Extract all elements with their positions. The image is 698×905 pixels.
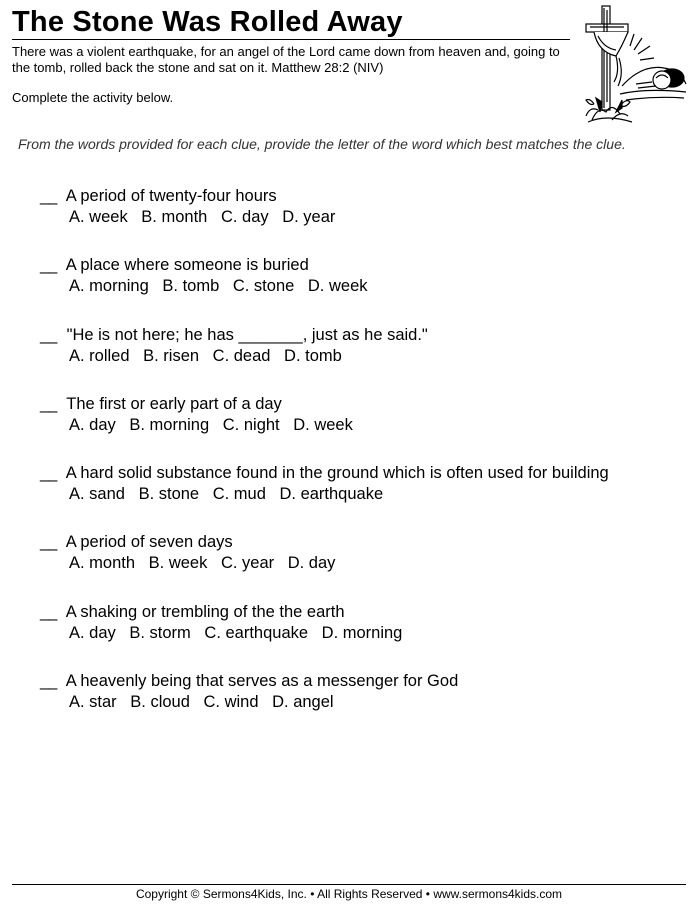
choice-b: B. stone bbox=[138, 485, 200, 504]
title-divider bbox=[12, 39, 570, 40]
choice-a: A. day bbox=[69, 415, 116, 434]
choice-a: A. day bbox=[69, 623, 116, 642]
question-item bbox=[40, 602, 680, 671]
choice-b: B. risen bbox=[143, 346, 200, 365]
choice-a: A. week bbox=[69, 208, 128, 226]
answer-choices bbox=[40, 346, 680, 367]
choice-a: A. sand bbox=[69, 485, 125, 504]
choice-b: B. tomb bbox=[162, 277, 220, 296]
question-item bbox=[40, 532, 680, 601]
answer-choices bbox=[40, 553, 680, 574]
answer-blank[interactable]: __ bbox=[40, 325, 57, 344]
choice-c: C. wind bbox=[203, 693, 259, 712]
scripture-verse: There was a violent earthquake, for an angel of the Lord came down from heaven and, going to the tomb, rolled back the stone and sat on it. Matthew 28:2 (NIV) bbox=[12, 44, 560, 75]
choice-c: C. day bbox=[220, 208, 269, 226]
choice-b: B. week bbox=[148, 554, 208, 573]
answer-blank[interactable]: __ bbox=[40, 256, 57, 275]
answer-choices bbox=[40, 276, 680, 297]
answer-blank[interactable]: __ bbox=[40, 464, 57, 483]
choice-a: A. morning bbox=[69, 277, 149, 296]
activity-directions: From the words provided for each clue, provide the letter of the word which best matches the clue. bbox=[18, 136, 626, 152]
answer-blank[interactable]: __ bbox=[40, 672, 57, 691]
question-clue: "He is not here; he has _______, just as he said." bbox=[66, 325, 428, 344]
choice-c: C. stone bbox=[232, 277, 295, 296]
choice-d: D. morning bbox=[321, 623, 403, 642]
answer-choices bbox=[40, 207, 680, 228]
answer-choices bbox=[40, 415, 680, 436]
question-item bbox=[40, 255, 680, 324]
choice-b: B. storm bbox=[129, 623, 191, 642]
answer-blank[interactable]: __ bbox=[40, 394, 57, 413]
choice-c: C. earthquake bbox=[204, 623, 309, 642]
question-list bbox=[40, 186, 680, 740]
question-item bbox=[40, 671, 680, 740]
choice-b: B. month bbox=[141, 208, 208, 226]
answer-blank[interactable]: __ bbox=[40, 602, 57, 621]
choice-b: B. cloud bbox=[130, 693, 190, 712]
question-item bbox=[40, 186, 680, 255]
question-clue: A heavenly being that serves as a messenger for God bbox=[65, 672, 459, 691]
choice-d: D. angel bbox=[272, 693, 334, 712]
choice-d: D. earthquake bbox=[279, 485, 384, 504]
question-clue: A period of seven days bbox=[65, 533, 233, 552]
page-title: The Stone Was Rolled Away bbox=[12, 6, 403, 38]
cross-and-tomb-illustration bbox=[576, 2, 688, 124]
choice-d: D. year bbox=[282, 208, 336, 226]
choice-c: C. mud bbox=[212, 485, 266, 504]
choice-d: D. week bbox=[293, 415, 353, 434]
answer-blank[interactable]: __ bbox=[40, 187, 57, 205]
question-clue: The first or early part of a day bbox=[66, 394, 282, 413]
question-item bbox=[40, 463, 680, 532]
question-item bbox=[40, 325, 680, 394]
choice-b: B. morning bbox=[129, 415, 210, 434]
question-item bbox=[40, 394, 680, 463]
footer-divider bbox=[12, 884, 686, 885]
choice-a: A. star bbox=[69, 693, 117, 712]
choice-d: D. week bbox=[307, 277, 368, 296]
question-clue: A shaking or trembling of the the earth bbox=[65, 602, 345, 621]
choice-d: D. day bbox=[287, 554, 336, 573]
choice-a: A. month bbox=[69, 554, 136, 573]
question-clue: A place where someone is buried bbox=[65, 256, 309, 275]
answer-blank[interactable]: __ bbox=[40, 533, 57, 552]
choice-c: C. dead bbox=[212, 346, 271, 365]
question-clue: A hard solid substance found in the ground which is often used for building bbox=[65, 464, 609, 483]
choice-c: C. year bbox=[220, 554, 275, 573]
question-clue: A period of twenty-four hours bbox=[65, 187, 277, 205]
choice-c: C. night bbox=[222, 415, 280, 434]
copyright-footer: Copyright © Sermons4Kids, Inc. • All Rights Reserved • www.sermons4kids.com bbox=[135, 887, 563, 901]
answer-choices bbox=[40, 623, 680, 644]
answer-choices bbox=[40, 692, 680, 713]
answer-choices bbox=[40, 484, 680, 505]
choice-d: D. tomb bbox=[284, 346, 342, 365]
activity-instruction: Complete the activity below. bbox=[12, 90, 174, 105]
choice-a: A. rolled bbox=[69, 346, 130, 365]
